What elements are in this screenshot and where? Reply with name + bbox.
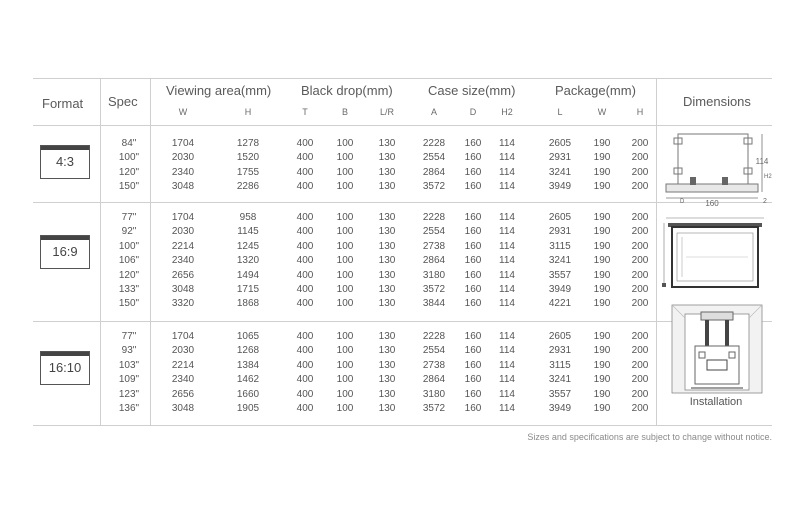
table-cell: 190 [593,240,611,252]
table-cell: 1384 [236,359,260,371]
table-cell: 3048 [171,181,195,193]
format-icon-4-3 [40,145,90,179]
table-cell: 2738 [422,240,446,252]
table-cell: 2340 [171,166,195,178]
table-cell: 160 [464,298,482,310]
header-black-drop: Black drop(mm) [301,83,393,98]
table-cell: 2931 [548,226,572,238]
table-cell: 114 [499,388,515,400]
spec-column-divider [150,78,151,425]
installation-diagram [671,304,763,394]
table-cell: 3557 [548,388,572,400]
table-cell: 160 [464,269,482,281]
table-cell: 2030 [171,345,195,357]
table-cell: 160 [464,181,482,193]
table-cell: 190 [593,374,611,386]
spec-size-cell: 103" [118,359,140,371]
spec-size-cell: 84" [121,138,137,149]
table-cell: 2214 [171,240,195,252]
table-cell: 1660 [236,388,260,400]
table-cell: 2228 [422,331,446,342]
spec-size-cell: 136" [118,403,140,414]
table-cell: 958 [239,212,257,223]
table-cell: 200 [631,403,649,414]
table-cell: 130 [378,152,396,164]
table-cell: 114 [499,345,515,357]
spec-size-cell: 133" [118,284,140,295]
table-cell: 160 [464,345,482,357]
table-cell: 3949 [548,181,572,193]
table-cell: 100 [336,138,354,149]
format-icon-16-9 [40,235,90,269]
table-cell: 2931 [548,345,572,357]
table-cell: 114 [499,331,515,342]
case-depth-label: 160 [705,199,719,208]
table-cell: 100 [336,269,354,281]
table-cell: 190 [593,181,611,193]
subheader-4: L/R [379,107,394,117]
table-cell: 190 [593,345,611,357]
table-cell: 2738 [422,359,446,371]
table-cell: 130 [378,240,396,252]
case-side-view-diagram [660,128,770,208]
table-cell: 114 [499,166,515,178]
table-cell: 130 [378,212,396,223]
table-cell: 200 [631,226,649,238]
table-cell: 2554 [422,152,446,164]
table-cell: 1905 [236,403,260,414]
table-cell: 190 [593,226,611,238]
table-cell: 160 [464,152,482,164]
header-format: Format [42,96,84,111]
table-cell: 3949 [548,284,572,295]
table-cell: 114 [499,240,515,252]
table-cell: 114 [499,403,515,414]
table-cell: 2605 [548,331,572,342]
table-cell: 190 [593,152,611,164]
table-cell: 1520 [236,152,260,164]
spec-size-cell: 120" [118,269,140,281]
table-cell: 400 [296,138,314,149]
table-cell: 1268 [236,345,260,357]
table-cell: 114 [499,181,515,193]
table-cell: 2864 [422,255,446,267]
spec-size-cell: 77" [121,212,137,223]
table-cell: 3048 [171,403,195,414]
table-cell: 100 [336,240,354,252]
table-cell: 114 [499,269,515,281]
subheader-1: H [244,107,252,117]
table-cell: 400 [296,255,314,267]
table-cell: 160 [464,240,482,252]
screen-front-view-diagram [660,215,770,297]
table-cell: 400 [296,345,314,357]
table-cell: 2554 [422,345,446,357]
format-label-16-10: 16:10 [48,360,82,375]
spec-size-cell: 123" [118,388,140,400]
table-cell: 160 [464,374,482,386]
format-column-divider [100,78,101,425]
table-cell: 130 [378,166,396,178]
spec-size-cell: 109" [118,374,140,386]
table-cell: 2605 [548,138,572,149]
table-cell: 130 [378,269,396,281]
table-cell: 400 [296,403,314,414]
table-cell: 160 [464,388,482,400]
subheader-0: W [178,107,188,117]
table-cell: 200 [631,359,649,371]
table-cell: 200 [631,181,649,193]
table-cell: 114 [499,359,515,371]
table-cell: 100 [336,331,354,342]
table-cell: 2864 [422,166,446,178]
table-cell: 400 [296,152,314,164]
table-cell: 160 [464,226,482,238]
table-cell: 3320 [171,298,195,310]
table-cell: 100 [336,388,354,400]
table-cell: 1145 [237,226,259,238]
table-cell: 2340 [171,374,195,386]
case-d-label: D [680,199,685,205]
table-cell: 1065 [236,331,260,342]
table-cell: 200 [631,374,649,386]
diagram-note-2: 2 [763,198,767,205]
table-cell: 1704 [171,138,195,149]
spec-size-cell: 93" [121,345,137,357]
table-cell: 3241 [548,166,572,178]
table-cell: 200 [631,255,649,267]
table-cell: 100 [336,359,354,371]
table-cell: 2656 [171,388,195,400]
table-cell: 3048 [171,284,195,295]
installation-label: Installation [689,396,743,408]
table-cell: 190 [593,166,611,178]
table-cell: 2286 [236,181,260,193]
table-cell: 100 [336,298,354,310]
table-cell: 400 [296,374,314,386]
table-top-rule [33,78,772,79]
table-cell: 160 [464,331,482,342]
table-cell: 130 [378,331,396,342]
table-cell: 400 [296,166,314,178]
table-cell: 190 [593,255,611,267]
group-divider-2 [33,321,772,322]
table-cell: 200 [631,388,649,400]
table-cell: 114 [499,226,515,238]
screen-case-bar [41,352,89,356]
header-viewing-area: Viewing area(mm) [166,83,272,98]
spec-size-cell: 150" [118,298,140,310]
spec-size-cell: 100" [118,240,140,252]
format-label-4-3: 4:3 [55,154,75,169]
table-cell: 130 [378,388,396,400]
format-label-16-9: 16:9 [52,244,78,259]
table-cell: 1704 [171,212,195,223]
table-cell: 160 [464,403,482,414]
subheader-5: A [430,107,437,117]
table-cell: 1755 [236,166,260,178]
case-height-suffix: H2 [764,174,772,180]
table-cell: 130 [378,255,396,267]
table-cell: 1494 [236,269,260,281]
table-cell: 100 [336,181,354,193]
table-cell: 3241 [548,255,572,267]
table-cell: 400 [296,212,314,223]
table-cell: 2864 [422,374,446,386]
table-cell: 1704 [171,331,195,342]
subheader-2: T [302,107,308,117]
table-cell: 2656 [171,269,195,281]
table-cell: 160 [464,138,482,149]
table-cell: 114 [499,138,515,149]
table-cell: 3180 [422,388,446,400]
table-cell: 2554 [422,226,446,238]
table-cell: 200 [631,152,649,164]
table-cell: 160 [464,255,482,267]
spec-size-cell: 106" [118,255,140,267]
table-cell: 190 [593,269,611,281]
table-cell: 114 [499,255,515,267]
table-cell: 1868 [236,298,260,310]
table-cell: 200 [631,138,649,149]
table-cell: 400 [296,226,314,238]
table-cell: 1320 [236,255,260,267]
table-cell: 2931 [548,152,572,164]
table-cell: 190 [593,138,611,149]
spec-size-cell: 92" [121,226,137,238]
table-cell: 400 [296,359,314,371]
table-cell: 130 [378,138,396,149]
table-cell: 3115 [549,359,571,371]
table-cell: 400 [296,298,314,310]
table-cell: 100 [336,226,354,238]
table-cell: 200 [631,212,649,223]
table-cell: 100 [336,212,354,223]
table-cell: 160 [464,166,482,178]
table-cell: 200 [631,240,649,252]
table-cell: 2030 [171,226,195,238]
table-cell: 3557 [548,269,572,281]
format-icon-16-10 [40,351,90,385]
subheader-7: H2 [501,107,513,117]
table-cell: 2340 [171,255,195,267]
table-cell: 400 [296,331,314,342]
header-dimensions: Dimensions [683,94,751,109]
table-cell: 200 [631,269,649,281]
table-cell: 100 [336,403,354,414]
table-cell: 400 [296,284,314,295]
header-bottom-rule [33,125,772,126]
table-cell: 100 [336,284,354,295]
table-cell: 190 [593,298,611,310]
table-cell: 190 [593,284,611,295]
header-spec: Spec [108,94,138,109]
table-cell: 2030 [171,152,195,164]
table-cell: 190 [593,212,611,223]
table-cell: 190 [593,388,611,400]
table-cell: 114 [499,212,515,223]
table-cell: 130 [378,345,396,357]
table-cell: 100 [336,152,354,164]
table-cell: 130 [378,374,396,386]
table-cell: 400 [296,269,314,281]
table-cell: 1278 [236,138,260,149]
header-package: Package(mm) [555,83,636,98]
screen-case-bar [41,236,89,240]
table-cell: 2214 [171,359,195,371]
footnote: Sizes and specifications are subject to change without notice. [527,432,772,442]
table-cell: 100 [336,255,354,267]
table-cell: 400 [296,181,314,193]
table-cell: 3115 [549,240,571,252]
table-cell: 190 [593,331,611,342]
table-cell: 1462 [236,374,260,386]
table-cell: 1245 [236,240,260,252]
table-cell: 3572 [422,284,446,295]
spec-size-cell: 77" [121,331,137,342]
table-cell: 114 [499,298,515,310]
table-cell: 400 [296,240,314,252]
table-cell: 160 [464,284,482,295]
table-cell: 200 [631,166,649,178]
table-cell: 400 [296,388,314,400]
table-cell: 2605 [548,212,572,223]
table-cell: 130 [378,226,396,238]
table-cell: 190 [593,359,611,371]
table-cell: 114 [499,284,515,295]
table-cell: 130 [378,284,396,295]
table-cell: 3949 [548,403,572,414]
table-cell: 190 [593,403,611,414]
table-cell: 114 [499,152,515,164]
subheader-9: W [597,107,607,117]
table-cell: 3572 [422,403,446,414]
table-cell: 4221 [548,298,572,310]
table-cell: 1715 [236,284,260,295]
table-cell: 100 [336,345,354,357]
table-cell: 114 [499,374,515,386]
table-cell: 3180 [422,269,446,281]
table-cell: 200 [631,284,649,295]
table-bottom-rule [33,425,772,426]
table-cell: 100 [336,374,354,386]
spec-size-cell: 100" [118,152,140,164]
subheader-10: H [636,107,644,117]
table-cell: 200 [631,345,649,357]
header-case-size: Case size(mm) [428,83,516,98]
table-cell: 3844 [422,298,446,310]
spec-size-cell: 150" [118,181,140,193]
table-cell: 200 [631,331,649,342]
table-cell: 130 [378,298,396,310]
table-cell: 2228 [422,138,446,149]
subheader-6: D [469,107,477,117]
table-cell: 160 [464,359,482,371]
spec-size-cell: 120" [118,166,140,178]
subheader-3: B [341,107,348,117]
screen-case-bar [41,146,89,150]
table-cell: 200 [631,298,649,310]
table-cell: 160 [464,212,482,223]
table-cell: 100 [336,166,354,178]
case-height-label: 114 [755,157,769,166]
table-cell: 2228 [422,212,446,223]
table-cell: 130 [378,359,396,371]
table-cell: 3572 [422,181,446,193]
table-cell: 3241 [548,374,572,386]
table-cell: 130 [378,403,396,414]
table-cell: 130 [378,181,396,193]
subheader-8: L [557,107,563,117]
